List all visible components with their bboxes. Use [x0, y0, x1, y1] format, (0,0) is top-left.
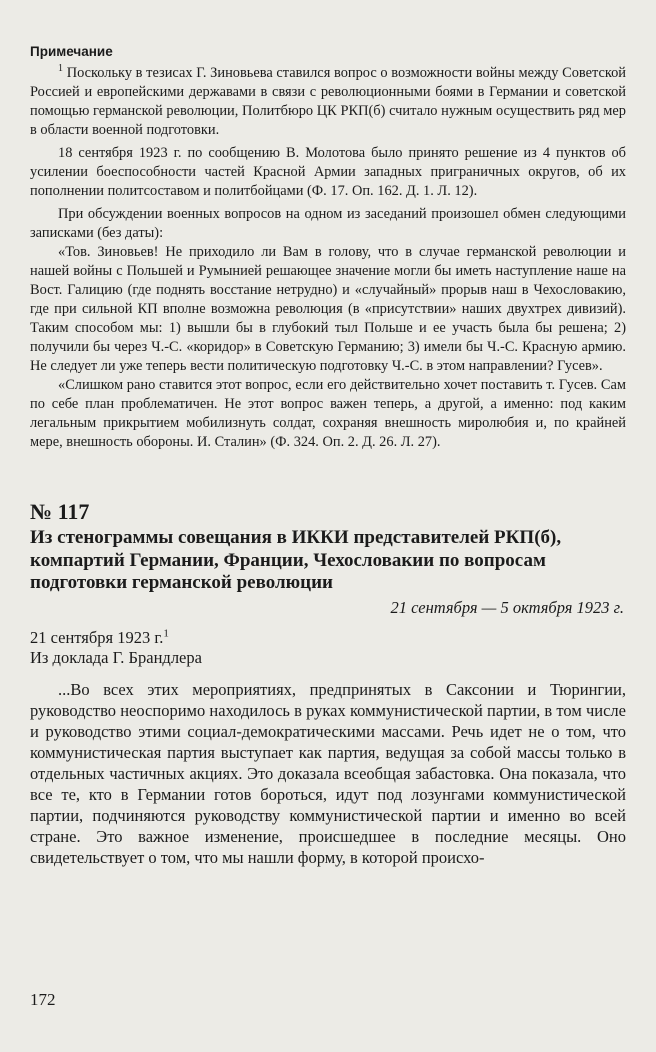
- document-title: Из стенограммы совещания в ИККИ представителей РКП(б), компартий Германии, Франции, Чехословакии по вопросам подготовки германской революции: [30, 527, 562, 593]
- footnote-marker: 1: [58, 63, 63, 75]
- note-section: [30, 44, 626, 452]
- note-heading: Примечание: [30, 44, 113, 59]
- footnote-paragraph: [30, 64, 626, 140]
- note-quote-stalin: «Слишком рано ставится этот вопрос, если его действительно хочет поставить т. Гусев. Сам по себе план проблематичен. Не этот вопрос важен теперь, а другой, а именно: под каким легальным прикрытием мобилизнуть солдат, сохраняя внешность миролюбия и, по крайней мере, внешность обороны. И. Сталин» (Ф. 324. Оп. 2. Д. 26. Л. 27).: [30, 377, 626, 450]
- note-quote-gusev: «Тов. Зиновьев! Не приходило ли Вам в голову, что в случае германской революции и нашей войны с Польшей и Румынией решающее значение могли бы иметь наступление наше на Вост. Галицию (где поднять восстание нетрудно) и «случайный» прорыв наш в Чехословакию, где при сильной КП вполне возможна революция (в «присутствии» наших двухтрех дивизий). Таким способом мы: 1) вышли бы в глубокий тыл Польше и ее участь была бы решена; 2) получили бы через Ч.-С. «коридор» в Советскую Германию; 3) имели бы Ч.-С. Красную армию. Не следует ли уже теперь вести политическую подготовку Ч.-С. в этом направлении? Гусев».: [30, 244, 626, 374]
- footnote-text: Поскольку в тезисах Г. Зиновьева ставился вопрос о возможности войны между Советской Россией и европейскими державами в связи с революционными боями в Германии и советской помощью германской революции, Политбюро ЦК РКП(б) считало нужным осуществить ряд мер в области военной подготовки.: [30, 65, 626, 138]
- document-date-range: 21 сентября — 5 октября 1923 г.: [390, 597, 624, 617]
- page-number: 172: [30, 990, 56, 1009]
- note-paragraph-exchange: При обсуждении военных вопросов на одном из заседаний произошел обмен следующими записками (без даты):: [30, 206, 626, 241]
- document-number: № 117: [30, 499, 90, 524]
- document-body: ...Во всех этих мероприятиях, предпринятых в Саксонии и Тюрингии, руководство неоспоримо находилось в руках коммунистической партии, в том числе и руководство этими социал-демократическими массами. Речь идет не о том, что коммунистическая партия выступает как партия, ведущая за собой массы только в отдельных частичных акциях. Это доказала всеобщая забастовка. Она показала, что все те, кто в Германии готов бороться, идут под лозунгами коммунистической партии, подчиняются руководству коммунистической партии и именно во всей стране. Это важное изменение, происшедшее в последние месяцы. Оно свидетельствует о том, что мы нашли форму, в которой происхо-: [30, 679, 626, 867]
- session-date-line: [30, 628, 626, 648]
- session-date: 21 сентября 1923 г.: [30, 627, 164, 647]
- session-footnote-marker: 1: [163, 627, 169, 639]
- note-paragraph-molotov: 18 сентября 1923 г. по сообщению В. Молотова было принято решение из 4 пунктов об усилении боеспособности частей Красной Армии западных приграничных округов, об их пополнении политсоставом и политбойцами (Ф. 17. Оп. 162. Д. 1. Л. 12).: [30, 145, 626, 199]
- source-line: Из доклада Г. Брандлера: [30, 647, 202, 667]
